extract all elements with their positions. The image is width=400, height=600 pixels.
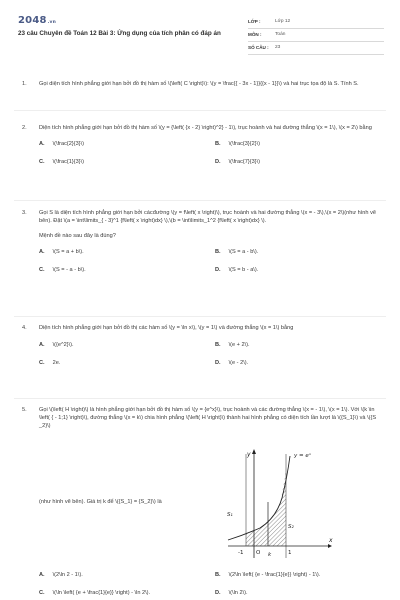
page-title: 23 câu Chuyên đề Toán 12 Bài 3: Ứng dụng của tích phân có đáp án (18, 30, 221, 37)
options-row (39, 266, 378, 278)
option-d[interactable]: D. \(e - 2\). (215, 360, 249, 367)
grade-label: LỚP : (248, 18, 261, 24)
meta-row-subject (248, 29, 384, 42)
option-a[interactable]: A. \({e^2}\). (39, 342, 74, 349)
options-row (39, 359, 378, 371)
shaded-region (246, 470, 286, 546)
question-number: 1. (22, 81, 27, 87)
options-row (39, 158, 378, 170)
y-axis-arrow (252, 449, 256, 454)
question-text: Diện tích hình phẳng giới hạn bởi đồ thị hàm số \(y = {\left( {x - 2} \right)^2} - 1\), trục hoành và hai đường thẳng \(x = 1\), \(x = 2\) bằng (39, 125, 372, 131)
question-aside: (như hình vẽ bên). Giá trị k để \({S_1} = {S_2}\) là (39, 499, 162, 505)
site-logo[interactable]: 2048.vn (18, 15, 57, 26)
exp-area-figure (224, 446, 336, 562)
tick-one: 1 (288, 550, 292, 556)
option-c[interactable]: C. \(\frac{1}{3}\) (39, 159, 85, 166)
options-row (39, 341, 378, 353)
x-axis-label: x (329, 537, 333, 544)
curve-label: y = eˣ (294, 453, 312, 459)
count-label: SỐ CÂU : (248, 44, 269, 50)
question-2 (22, 124, 378, 170)
question-number: 5. (22, 407, 27, 413)
option-a[interactable]: A. \(\frac{2}{3}\) (39, 141, 85, 148)
subject-value: Toán (275, 31, 286, 37)
question-number: 3. (22, 210, 27, 216)
question-text: Diện tích hình phẳng giới hạn bởi đồ thị các hàm số \(y = \ln x\), \(y = 1\) và đường thẳng \(x = 1\) bằng (39, 325, 294, 331)
s2-label: S₂ (288, 524, 294, 530)
question-5-options (22, 571, 378, 600)
x-axis-arrow (328, 544, 332, 548)
divider (14, 398, 386, 399)
question-text: Gọi \(\left( H \right)\) là hình phẳng giới hạn bởi đồ thị hàm số \(y = {e^x}\), trục hoành và các đường thẳng \(x = - 1\), \(x = 1\). Với \(k \in \left( { - 1;1} \right)\), đường thẳng \(x = k\) chia hình phẳng \(\left( H \right)\) thành hai hình phẳng có diện tích lần lượt là \({S_1}\) và \({S_2}\) (39, 407, 377, 430)
y-axis-label: y (247, 451, 251, 458)
option-a[interactable]: A. \(2\ln 2 - 1\). (39, 572, 83, 578)
question-text: Gọi S là diện tích hình phẳng giới hạn bởi cácđường \(y = f\left( x \right)\), trục hoành và hai đường thẳng \(x = - 3\),\(x = 2\)(như hình vẽ bên). Đặt \(a = \int\limits_{ - 3}^1 {f\left( x \right)dx} \),\(b = \int\limits_1^2 {f\left( x \right)dx} \). (39, 210, 376, 225)
question-subtext: Mệnh đề nào sau đây là đúng? (39, 233, 116, 240)
count-value: 23 (275, 44, 281, 50)
option-c[interactable]: C. \(S = - a - b\). (39, 267, 86, 274)
option-b[interactable]: B. \(\frac{3}{2}\) (215, 141, 261, 148)
option-b[interactable]: B. \(2\ln \left( {e - \frac{1}{e}} \right) - 1\). (215, 572, 321, 578)
option-d[interactable]: D. \(\ln 2\). (215, 590, 248, 596)
meta-table (248, 16, 384, 55)
divider (14, 316, 386, 317)
divider (14, 110, 386, 111)
page-header (18, 14, 384, 60)
option-c[interactable]: C. \(\ln \left( {e + \frac{1}{e}} \right) - \ln 2\). (39, 590, 151, 596)
option-b[interactable]: B. \(S = a - b\). (215, 249, 259, 256)
tick-k: k (268, 552, 272, 558)
question-4 (22, 324, 378, 371)
question-3 (22, 209, 378, 278)
question-number: 2. (22, 125, 27, 131)
tick-origin: O (256, 550, 261, 556)
options-row (39, 589, 378, 600)
question-number: 4. (22, 325, 27, 331)
question-1 (22, 80, 378, 88)
option-a[interactable]: A. \(S = a + b\). (39, 249, 84, 256)
s1-label: S₁ (227, 512, 233, 518)
question-5 (22, 406, 378, 430)
option-d[interactable]: D. \(S = b - a\). (215, 267, 259, 274)
meta-row-count (248, 42, 384, 55)
tick-minus1: -1 (238, 550, 244, 556)
options-row (39, 571, 378, 583)
option-b[interactable]: B. \(e + 2\). (215, 342, 250, 349)
options-row (39, 140, 378, 152)
divider (14, 200, 386, 201)
options-row (39, 248, 378, 260)
question-text: Gọi diện tích hình phẳng giới hạn bởi đồ thị hàm số \(\left( C \right)\): \(y = \frac{{ - 3x - 1}}{{x - 1}}\) và hai trục tọa độ là S. Tính S. (39, 81, 359, 87)
option-d[interactable]: D. \(\frac{7}{3}\) (215, 159, 261, 166)
option-c[interactable]: C. 2e. (39, 360, 61, 367)
subject-label: MÔN : (248, 31, 262, 37)
grade-value: Lớp 12 (275, 18, 291, 24)
meta-row-grade (248, 16, 384, 29)
